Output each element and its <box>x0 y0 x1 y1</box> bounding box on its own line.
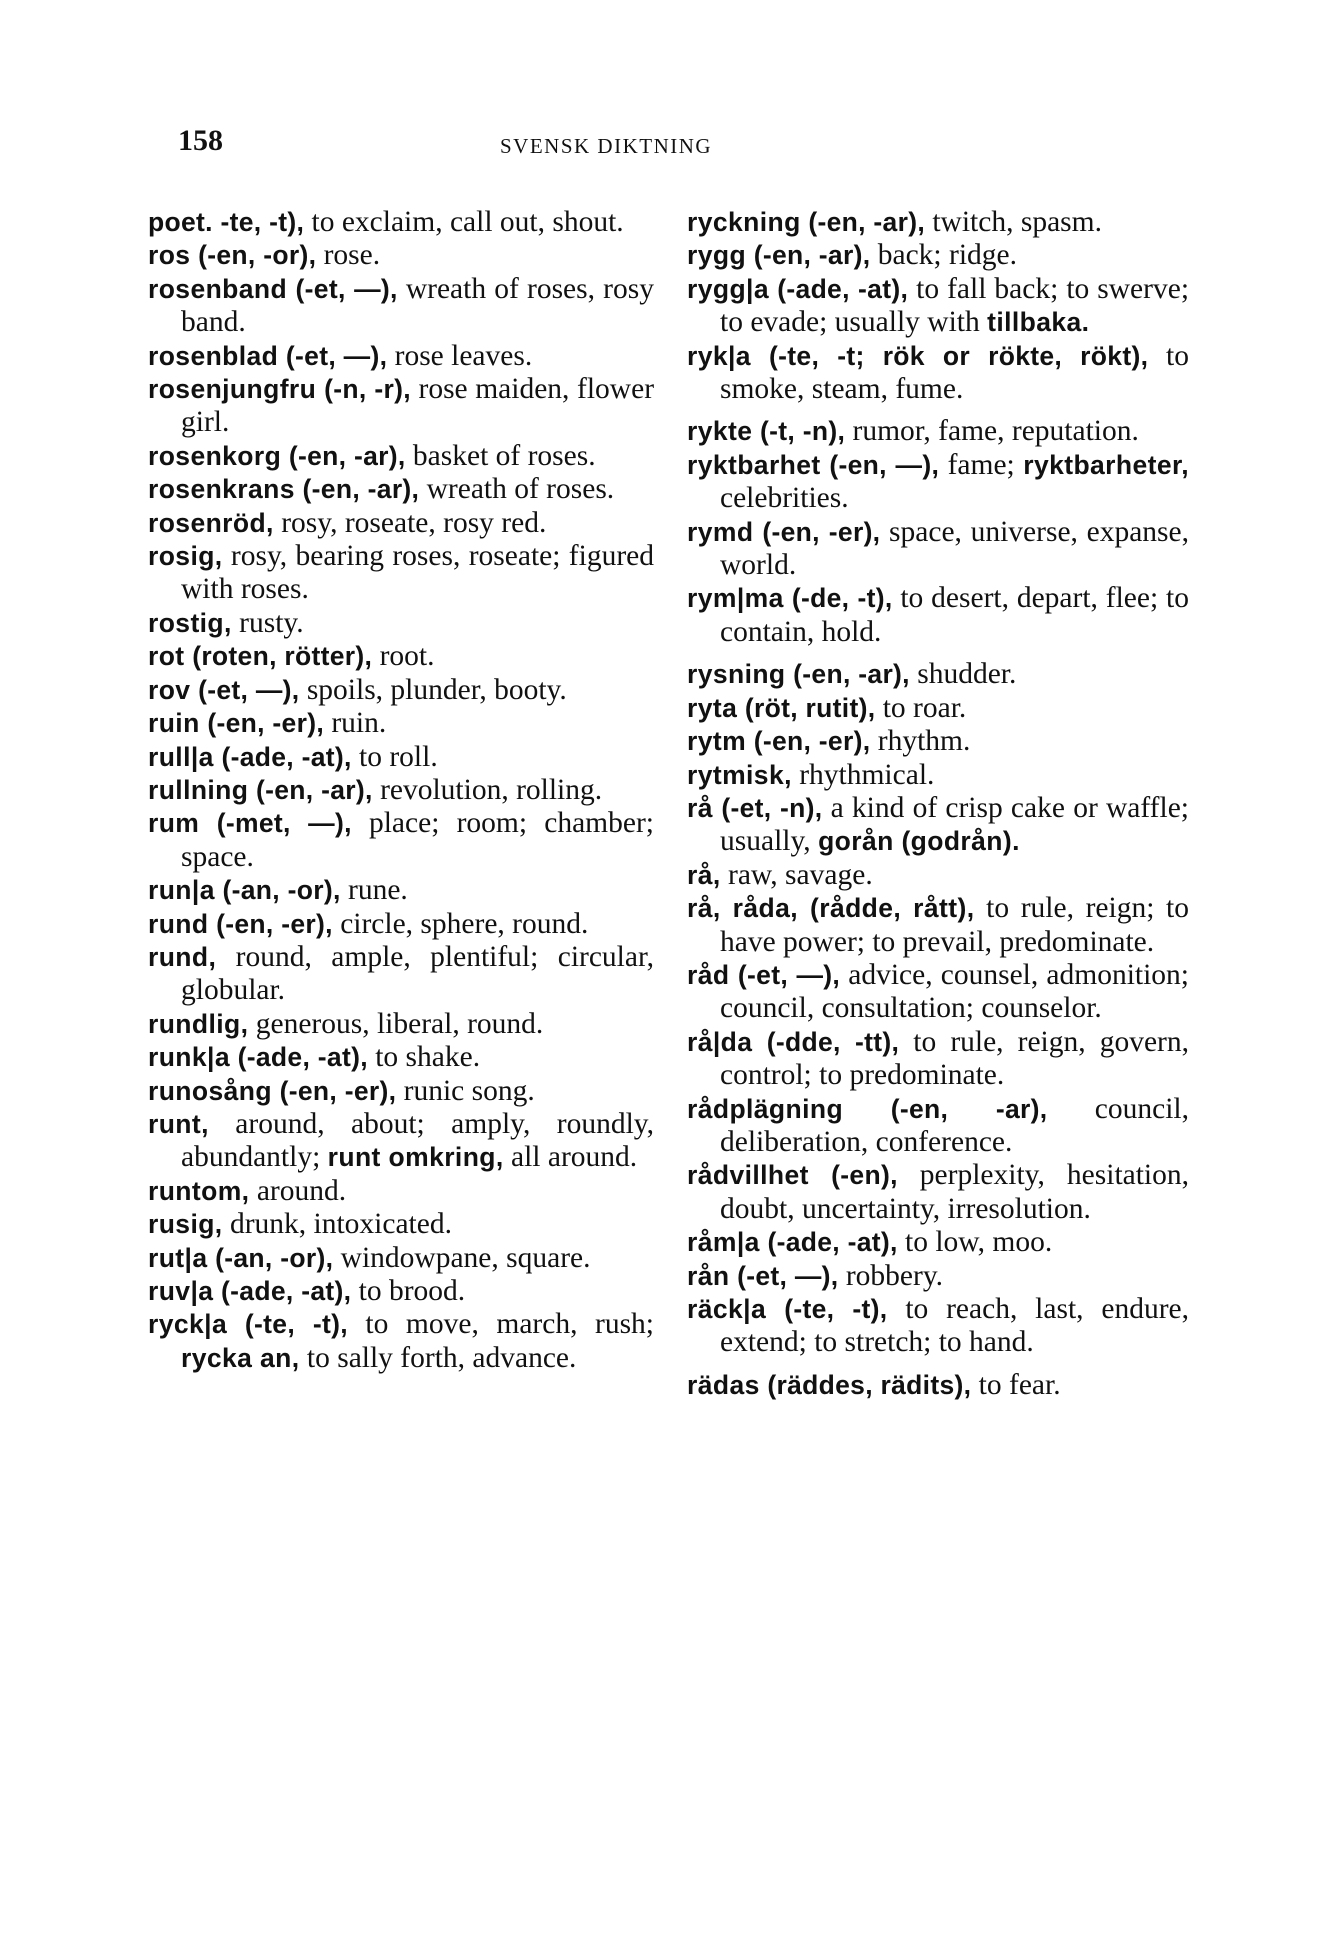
entry-headword: rådvillhet <box>687 1160 809 1191</box>
entry-definition: runic song. <box>396 1074 535 1107</box>
entry-headword: rygg <box>687 240 747 271</box>
entry-headword: ryckning <box>687 207 801 237</box>
page-number: 158 <box>178 124 223 157</box>
entry-headword: ryck|a <box>148 1309 228 1340</box>
dictionary-entry <box>687 340 1189 407</box>
entry-headword: runosång <box>148 1075 272 1106</box>
dictionary-entry <box>687 859 1189 892</box>
entry-subheadword: gorån (godrån). <box>818 826 1020 857</box>
entry-headword: run|a <box>148 875 215 906</box>
entry-definition: to low, moo. <box>897 1226 1053 1259</box>
dictionary-entry <box>687 792 1189 859</box>
dictionary-entry <box>148 707 654 740</box>
entry-definition: twitch, spasm. <box>924 206 1102 238</box>
entry-definition: rosy, bearing roses, roseate; figured with roses. <box>181 540 654 606</box>
entry-grammar: (-t, -n), <box>752 416 846 447</box>
entry-definition: spoils, plunder, booty. <box>299 673 567 706</box>
dictionary-entry <box>148 507 654 540</box>
entry-headword: rut|a <box>148 1242 208 1273</box>
dictionary-entry <box>148 774 654 807</box>
entry-grammar: (-en), <box>808 1160 898 1191</box>
entry-grammar: (-en, —), <box>820 449 940 480</box>
entry-grammar: (-et, —), <box>729 1260 839 1291</box>
entry-grammar: (-n, -r), <box>316 374 411 405</box>
entry-definition: to rule, reign; to have power; to prevail, predominate. <box>720 892 1189 958</box>
entry-definition: to fear. <box>971 1368 1061 1401</box>
dictionary-entry <box>148 1075 654 1108</box>
entry-definition: a kind of crisp cake or waffle; usually, <box>720 791 1189 858</box>
dictionary-entry <box>687 692 1189 725</box>
dictionary-entry <box>148 741 654 774</box>
entry-headword: ruv|a <box>148 1276 214 1306</box>
entry-grammar: (-te, -t), <box>227 1309 348 1340</box>
dictionary-entry <box>687 273 1189 340</box>
entry-definition: wreath of roses, rosy band. <box>181 272 654 339</box>
entry-definition: robbery. <box>838 1259 944 1292</box>
entry-definition: fame; <box>939 448 1024 481</box>
dictionary-entry <box>687 1260 1189 1293</box>
entry-headword: rymd <box>687 516 754 547</box>
entry-definition: revolution, rolling. <box>372 773 603 806</box>
entry-headword: ryta <box>687 692 738 723</box>
entry-headword: rysning <box>687 659 786 690</box>
entry-definition: around, about; amply, roundly, abundantly; <box>181 1107 654 1174</box>
dictionary-entry <box>148 440 654 473</box>
entry-grammar: (-et, —), <box>278 340 388 371</box>
right-column <box>687 206 1189 1402</box>
entry-definition: rosy, roseate, rosy red. <box>273 506 547 539</box>
dictionary-entry <box>148 239 654 272</box>
dictionary-entry <box>687 449 1189 516</box>
entry-definition: shudder. <box>909 658 1017 691</box>
entry-definition: round, ample, plentiful; circular, globular. <box>181 940 654 1007</box>
dictionary-entry <box>148 640 654 673</box>
dictionary-entry <box>148 1242 654 1275</box>
entry-definition: ruin. <box>323 707 387 740</box>
entry-grammar: (-en, -er), <box>199 708 324 739</box>
dictionary-entry <box>687 206 1189 239</box>
entry-definition: to exclaim, call out, shout. <box>304 206 624 238</box>
entry-headword: ryktbarhet <box>687 449 821 480</box>
entry-definition: basket of roses. <box>405 439 596 472</box>
dictionary-entry <box>148 908 654 941</box>
entry-headword: rosenkorg <box>148 440 282 471</box>
entry-headword: rosig, <box>148 541 223 572</box>
dictionary-entry <box>148 1308 654 1375</box>
entry-headword: runk|a <box>148 1042 230 1073</box>
entry-subdefinition: all around. <box>503 1141 638 1174</box>
entry-definition: rose. <box>316 239 381 272</box>
entry-grammar: (-en, -er), <box>208 908 333 939</box>
entry-definition: circle, sphere, round. <box>332 907 589 940</box>
dictionary-entry <box>148 807 654 874</box>
entry-grammar: (räddes, rädits), <box>759 1369 972 1400</box>
entry-headword: rosenblad <box>148 340 279 371</box>
entry-grammar: (-et, -n), <box>712 792 823 823</box>
entry-grammar: (-en, -ar), <box>281 440 406 471</box>
entry-definition: rhythmical. <box>791 758 935 791</box>
entry-definition: rusty. <box>231 606 304 639</box>
entry-definition: rune. <box>340 874 408 907</box>
entry-grammar: (-en, -er), <box>271 1075 397 1106</box>
entry-headword: rosenröd, <box>148 507 274 538</box>
dictionary-entry <box>148 373 654 440</box>
entry-subdefinition: to sally forth, advance. <box>299 1341 577 1374</box>
entry-grammar: (-te, -t; rök or rökte, rökt), <box>750 340 1149 371</box>
dictionary-entry <box>148 273 654 340</box>
dictionary-entry <box>687 759 1189 792</box>
entry-grammar: poet. -te, -t), <box>148 207 305 237</box>
entry-definition: to brood. <box>351 1275 466 1307</box>
entry-grammar: (röt, rutit), <box>737 692 876 723</box>
entry-definition: around. <box>249 1174 347 1207</box>
entry-grammar: (-an, -or), <box>214 875 341 906</box>
dictionary-entry <box>687 582 1189 649</box>
entry-definition: to shake. <box>367 1041 481 1074</box>
entry-definition: place; room; chamber; space. <box>181 807 654 873</box>
entry-grammar: (-et, —), <box>287 273 398 304</box>
entry-grammar: (-en, -ar), <box>800 207 925 237</box>
entry-definition: root. <box>372 640 435 673</box>
entry-definition: to reach, last, endure, extend; to stretch; to hand. <box>720 1293 1189 1359</box>
entry-grammar: (-ade, -at), <box>768 273 909 304</box>
dictionary-entry <box>687 1159 1189 1226</box>
dictionary-entry <box>687 725 1189 758</box>
entry-definition: generous, liberal, round. <box>248 1007 544 1040</box>
dictionary-entry <box>148 1275 654 1308</box>
dictionary-entry <box>148 1108 654 1175</box>
entry-definition: to roll. <box>351 740 438 773</box>
entry-definition: wreath of roses. <box>419 473 615 506</box>
entry-headword: rot <box>148 641 185 672</box>
entry-headword: runtom, <box>148 1175 250 1206</box>
entry-grammar: (-en, -or), <box>190 240 317 271</box>
entry-definition: rumor, fame, reputation. <box>845 415 1139 448</box>
entry-definition: council, deliberation, conference. <box>720 1092 1189 1158</box>
entry-subheadword: tillbaka. <box>987 307 1090 338</box>
dictionary-entry <box>687 1026 1189 1093</box>
entry-headword: räck|a <box>687 1294 767 1324</box>
entry-headword: rusig, <box>148 1209 223 1240</box>
entry-definition: advice, counsel, admonition; council, consultation; counselor. <box>720 958 1189 1025</box>
entry-definition: to move, march, rush; <box>347 1308 654 1341</box>
entry-headword: råm|a <box>687 1227 760 1258</box>
entry-headword: rå <box>687 792 713 823</box>
entry-headword: runt, <box>148 1108 209 1139</box>
running-title: SVENSK DIKTNING <box>500 134 713 158</box>
dictionary-entry <box>687 1369 1189 1402</box>
entry-grammar: (-en, -er), <box>753 516 881 547</box>
entry-headword: rum <box>148 808 200 839</box>
dictionary-entry <box>148 941 654 1008</box>
entry-definition: drunk, intoxicated. <box>222 1208 452 1241</box>
entry-headword: rostig, <box>148 607 232 638</box>
entry-headword: rundlig, <box>148 1008 249 1039</box>
entry-headword: rytm <box>687 726 747 757</box>
dictionary-entry <box>148 1041 654 1074</box>
entry-headword: rosenband <box>148 273 288 304</box>
entry-subheadword: runt omkring, <box>327 1142 504 1173</box>
entry-headword: rund, <box>148 941 217 972</box>
entry-definition: windowpane, square. <box>333 1241 591 1274</box>
entry-grammar: (-en, -ar), <box>785 659 910 690</box>
dictionary-entry <box>148 540 654 607</box>
entry-definition: rose maiden, flower girl. <box>181 373 655 439</box>
dictionary-entry <box>687 516 1189 583</box>
entry-subheadword: rycka an, <box>181 1342 300 1373</box>
entry-headword: rullning <box>148 774 249 805</box>
dictionary-entry <box>687 239 1189 272</box>
entry-headword: rosenjungfru <box>148 374 317 405</box>
entry-headword: rull|a <box>148 741 214 772</box>
entry-grammar: (-ade, -at), <box>213 741 352 772</box>
entry-headword: rådplägning <box>687 1093 844 1124</box>
dictionary-entry <box>148 473 654 506</box>
dictionary-entry <box>148 874 654 907</box>
dictionary-entry <box>148 1175 654 1208</box>
entry-grammar: (-ade, -at), <box>213 1276 352 1306</box>
entry-grammar: (-ade, -at), <box>759 1227 898 1258</box>
left-column <box>148 206 654 1375</box>
entry-headword: rygg|a <box>687 273 769 304</box>
dictionary-entry <box>148 674 654 707</box>
entry-definition: rose leaves. <box>387 339 533 372</box>
entry-headword: rå|da <box>687 1026 753 1057</box>
entry-definition: to smoke, steam, fume. <box>720 339 1189 406</box>
entry-headword: ruin <box>148 708 200 739</box>
entry-headword: rå, <box>687 859 721 890</box>
entry-definition: to rule, reign, govern, control; to predominate. <box>720 1025 1189 1092</box>
entry-headword: ryk|a <box>687 340 751 371</box>
entry-definition: space, universe, expanse, world. <box>720 515 1189 582</box>
entry-grammar: (roten, rötter), <box>184 641 373 672</box>
entry-grammar: (-en, -ar), <box>843 1093 1048 1124</box>
entry-definition: back; ridge. <box>870 239 1017 272</box>
entry-grammar: (-et, —), <box>190 674 300 705</box>
entry-grammar: (-en, -ar), <box>746 240 871 271</box>
dictionary-entry <box>687 959 1189 1026</box>
entry-headword: ros <box>148 240 191 271</box>
entry-headword: rym|ma <box>687 583 784 614</box>
entry-definition: to fall back; to swerve; to evade; usually with <box>720 272 1190 339</box>
dictionary-entry <box>148 607 654 640</box>
dictionary-entry <box>148 1008 654 1041</box>
entry-headword: rov <box>148 674 191 705</box>
entry-subdefinition: celebrities. <box>720 482 849 515</box>
entry-headword: rå, råda, (rådde, rått), <box>687 893 975 924</box>
dictionary-entry <box>148 1208 654 1241</box>
entry-grammar: (-et, —), <box>729 959 841 990</box>
entry-headword: rykte <box>687 416 753 447</box>
entry-definition: rhythm. <box>870 725 971 758</box>
entry-headword: rån <box>687 1260 730 1291</box>
entry-grammar: (-en, -ar), <box>294 474 420 505</box>
dictionary-entry <box>687 415 1189 448</box>
entry-grammar: (-en, -ar), <box>248 774 373 805</box>
entry-grammar: (-dde, -tt), <box>752 1026 900 1057</box>
entry-grammar: (-de, -t), <box>783 583 893 614</box>
entry-headword: rädas <box>687 1369 760 1400</box>
entry-headword: rosenkrans <box>148 474 295 505</box>
entry-grammar: (-met, —), <box>199 808 352 839</box>
entry-grammar: (-en, -er), <box>746 726 871 757</box>
entry-headword: råd <box>687 959 730 990</box>
entry-headword: rund <box>148 908 209 939</box>
dictionary-entry <box>148 206 654 239</box>
dictionary-entry <box>687 1226 1189 1259</box>
entry-definition: perplexity, hesitation, doubt, uncertainty, irresolution. <box>720 1159 1189 1225</box>
entry-definition: to roar. <box>875 691 967 724</box>
entry-grammar: (-ade, -at), <box>229 1042 368 1073</box>
dictionary-entry <box>687 1093 1189 1160</box>
entry-definition: raw, savage. <box>720 858 873 891</box>
dictionary-entry <box>687 892 1189 959</box>
entry-grammar: (-te, -t), <box>766 1294 888 1324</box>
entry-grammar: (-an, -or), <box>207 1242 334 1273</box>
dictionary-entry <box>148 340 654 373</box>
entry-definition: to desert, depart, flee; to contain, hold. <box>720 582 1189 648</box>
dictionary-entry <box>687 658 1189 691</box>
entry-headword: rytmisk, <box>687 759 792 790</box>
dictionary-entry <box>687 1293 1189 1360</box>
entry-subheadword: ryktbarheter, <box>1023 449 1189 480</box>
